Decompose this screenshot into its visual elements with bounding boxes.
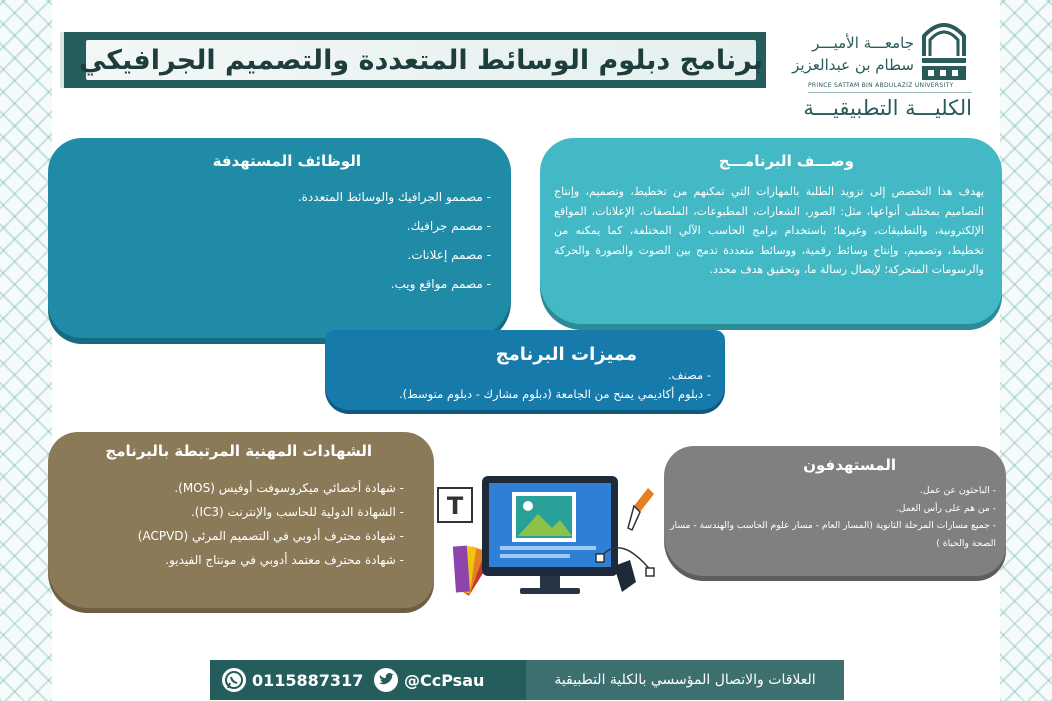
program-description-heading: وصـــف البرنامـــج: [718, 152, 854, 170]
program-features-panel: [325, 330, 725, 410]
target-audience-list: [670, 482, 996, 552]
certificates-heading: الشهادات المهنية المرتبطة بالبرنامج: [105, 442, 372, 460]
logo-text-line2: سطام بن عبدالعزيز: [792, 56, 914, 74]
list-item: - مصمم إعلانات.: [407, 248, 491, 262]
target-jobs-list: [298, 183, 491, 299]
twitter-handle: @CcPsau: [404, 670, 485, 690]
list-item: - مصمم مواقع ويب.: [390, 277, 491, 291]
list-item: - مصمم جرافيك.: [406, 219, 491, 233]
phone-number: 0115887317: [252, 670, 364, 690]
list-item: - جميع مسارات المرحلة الثانوية (المسار العام - مسار علوم الحاسب والهندسة - مسار الصحة والحياة ): [670, 520, 996, 549]
list-item: - الباحثون عن عمل.: [919, 485, 996, 496]
program-description-panel: [540, 138, 1002, 324]
target-audience-panel: [664, 446, 1006, 576]
target-jobs-heading: الوظائف المستهدفة: [212, 152, 361, 170]
whatsapp-contact[interactable]: [222, 660, 363, 700]
title-banner: [60, 32, 766, 88]
certificates-panel: [48, 432, 434, 608]
svg-text:T: T: [446, 492, 464, 520]
decorative-pattern-left: [0, 0, 52, 701]
computer-monitor-icon: [482, 476, 618, 594]
college-name: الكليـــة التطبيقيـــة: [803, 96, 972, 120]
list-item: - دبلوم أكاديمي يمنح من الجامعة (دبلوم مشارك - دبلوم متوسط).: [398, 387, 711, 401]
list-item: - من هم على رأس العمل.: [895, 502, 996, 514]
program-description-text: يهدف هذا التخصص إلى تزويد الطلبة بالمهارات التي تمكنهم من تخطيط، وتصميم، وإنتاج التصاميم بمختلف أنواعها، مثل: الصور، الشعارات، المطبوعات، الملصقات، الإعلانات، المواقع الإلكترونية، والتطبيقات، وغيرها؛ باستخدام برامج الحاسب الآلي المختلفة، كما يمكنه من تخطيط، وتصميم، وإنتاج وسائط رقمية، ووسائط متعددة تدمج بين الصوت والصورة والحركة والرسومات المتحركة؛ لإيصال رسالة ما، وتحقيق هدف محدد.: [554, 185, 984, 276]
list-item: - شهادة محترف معتمد أدوبي في مونتاج الفيديو.: [165, 553, 404, 567]
list-item: - الشهادة الدولية للحاسب والإنترنت (IC3).: [190, 505, 404, 519]
text-tool-icon: [438, 488, 472, 522]
program-features-heading: مميزات البرنامج: [495, 344, 637, 365]
decorative-pattern-right: [1000, 0, 1052, 701]
list-item: - شهادة محترف أدوبي في التصميم المرئي (ACPVD): [137, 529, 404, 543]
footer-title-box: [526, 660, 844, 700]
page-title: برنامج دبلوم الوسائط المتعددة والتصميم الجرافيكي: [78, 44, 764, 76]
twitter-icon: [374, 668, 398, 692]
logo-text-line1: جامعـــة الأميـــر: [812, 34, 914, 52]
list-item: - شهادة أخصائي ميكروسوفت أوفيس (MOS).: [174, 481, 404, 495]
program-features-list: [399, 366, 711, 404]
graphic-design-illustration: [434, 462, 664, 612]
whatsapp-icon: [222, 668, 246, 692]
list-item: - مصنف.: [668, 368, 711, 382]
footer-bar: [210, 660, 844, 700]
color-picker-icon: [628, 488, 654, 530]
logo-divider: [808, 92, 972, 93]
twitter-contact[interactable]: [374, 660, 484, 700]
footer-title: العلاقات والاتصال المؤسسي بالكلية التطبيقية: [554, 672, 816, 688]
list-item: - مصممو الجرافيك والوسائط المتعددة.: [297, 190, 491, 204]
logo-text-english: PRINCE SATTAM BIN ABDULAZIZ UNIVERSITY: [808, 82, 954, 89]
target-audience-heading: المستهدفون: [803, 456, 896, 474]
certificates-list: [138, 476, 404, 572]
target-jobs-panel: [48, 138, 511, 338]
title-banner-inner: [78, 40, 764, 80]
university-logo: [792, 12, 976, 130]
